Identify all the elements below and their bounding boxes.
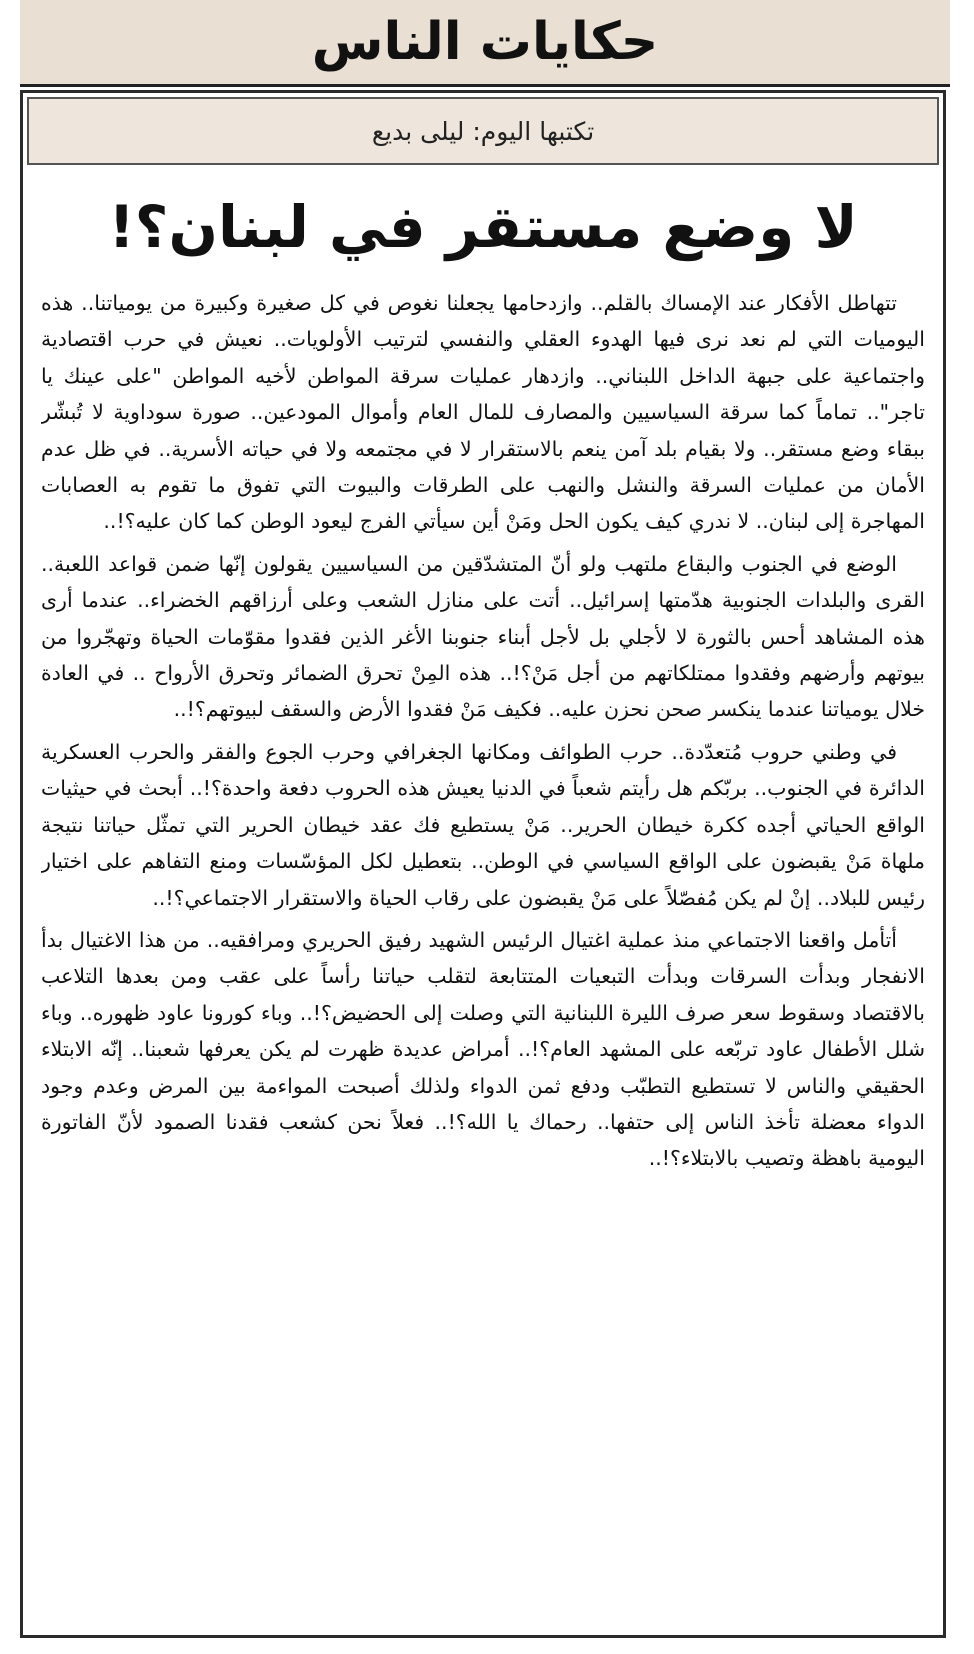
paragraph: الوضع في الجنوب والبقاع ملتهب ولو أنّ المتشدّقين من السياسيين يقولون إنّها ضمن قواعد اللعبة.. القرى والبلدات الجنوبية هدّمتها إسرائيل.. أتت على منازل الشعب وعلى أرزاقهم الخضراء.. عندما أرى هذه المشاهد أحس بالثورة لا لأجلي بل لأجل أبناء جنوبنا الأغر الذين فقدوا مقوّمات الحياة وتهجّروا من بيوتهم وأرضهم وفقدوا ممتلكاتهم من أجل مَنْ؟!.. هذه المِنْ تحرق الضمائر وتحرق الأرواح .. في العادة خلال يومياتنا عندما ينكسر صحن نحزن عليه.. فكيف مَنْ فقدوا الأرض والسقف لبيوتهم؟!..: [41, 551, 925, 722]
headline-text: لا وضع مستقر في لبنان؟!: [108, 193, 858, 261]
article-body: [41, 285, 925, 1623]
byline-bar: [27, 97, 939, 165]
paragraph: أتأمل واقعنا الاجتماعي منذ عملية اغتيال الرئيس الشهيد رفيق الحريري ومرافقيه.. من هذا الاغتيال بدأ الانفجار وبدأت السرقات وبدأت التبعيات المتتابعة لتقلب حياتنا رأساً على عقب ومن بعدها التلاعب بالاقتصاد وسقوط سعر صرف الليرة اللبنانية التي وصلت إلى الحضيض؟!.. وباء كورونا عاود ظهوره.. وباء شلل الأطفال عاود تربّعه على المشهد العام؟!.. أمراض عديدة ظهرت لم يكن يعرفها شعبنا.. إنّه الابتلاء الحقيقي والناس لا تستطيع التطبّب ودفع ثمن الدواء ولذلك أصبحت المواءمة بين المرض وعدم وجود الدواء معضلة تأخذ الناس إلى حتفها.. رحماك يا الله؟!.. فعلاً نحن كشعب فقدنا الصمود لأنّ الفاتورة اليومية باهظة وتصيب بالابتلاء؟!..: [41, 927, 925, 1171]
masthead-title: حكايات الناس: [311, 12, 659, 72]
paragraph: تتهاطل الأفكار عند الإمساك بالقلم.. وازدحامها يجعلنا نغوص في كل صغيرة وكبيرة من يومياتنا.. هذه اليوميات التي لم نعد نرى فيها الهدوء العقلي والنفسي لترتيب الأولويات.. نعيش في حرب اقتصادية واجتماعية على جبهة الداخل اللبناني.. وازدهار عمليات سرقة المواطن لأخيه المواطن "على عينك يا تاجر".. تماماً كما سرقة السياسيين والمصارف للمال العام وأموال المودعين.. صورة سوداوية لا تُبشّر ببقاء وضع مستقر.. ولا بقيام بلد آمن ينعم بالاستقرار لا في مجتمعه ولا في حياته الأسرية.. في ظل عدم الأمان من عمليات السرقة والنشل والنهب على الطرقات والبيوت التي تفوق ما تقوم به العصابات المهاجرة إلى لبنان.. لا ندري كيف يكون الحل ومَنْ أين سيأتي الفرج ليعود الوطن كما كان عليه؟!..: [41, 291, 925, 534]
masthead: [20, 0, 950, 87]
paragraph: في وطني حروب مُتعدّدة.. حرب الطوائف ومكانها الجغرافي وحرب الجوع والفقر والحرب العسكرية الدائرة في الجنوب.. بربّكم هل رأيتم شعباً في الدنيا يعيش هذه الحروب دفعة واحدة؟!.. أبحث في حيثيات الواقع الحياتي أجده ككرة خيطان الحرير.. مَنْ يستطيع فك عقد خيطان الحرير التي تمثّل حياتنا نتيجة ملهاة مَنْ يقبضون على الواقع السياسي في الوطن.. بتعطيل لكل المؤسّسات ومنع التفاهم على اختيار رئيس للبلاد.. إنْ لم يكن مُفصّلاً على مَنْ يقبضون على رقاب الحياة والاستقرار الاجتماعي؟!..: [41, 739, 925, 910]
byline-text: تكتبها اليوم: ليلى بديع: [371, 116, 595, 146]
headline: [23, 177, 943, 277]
article-frame: [20, 90, 946, 1638]
